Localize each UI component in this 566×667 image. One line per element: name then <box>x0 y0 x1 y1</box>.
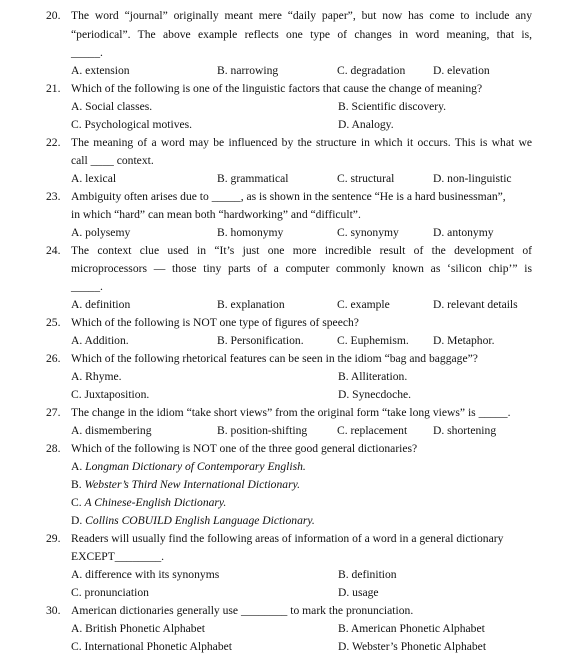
option-letter: D. <box>71 514 86 527</box>
option-d[interactable]: D. relevant details <box>433 298 518 311</box>
option-a[interactable]: A. dismembering <box>71 424 152 437</box>
dictionary-title: Collins COBUILD English Language Dictionary. <box>85 514 315 527</box>
question-number: 24. <box>46 244 61 257</box>
question-number: 30. <box>46 604 61 617</box>
option-c[interactable]: C. example <box>337 298 390 311</box>
option-c[interactable]: C. Psychological motives. <box>71 118 193 131</box>
question-text: The context clue used in “It’s just one more incredible result of the development of <box>71 244 532 257</box>
option-d[interactable]: D. Synecdoche. <box>338 388 412 401</box>
option-b[interactable] <box>71 478 300 492</box>
option-a[interactable]: A. difference with its synonyms <box>71 568 220 581</box>
dictionary-title: A Chinese-English Dictionary. <box>84 496 227 509</box>
question-number: 25. <box>46 316 61 329</box>
question-number: 28. <box>46 442 61 455</box>
option-c[interactable]: C. Juxtaposition. <box>71 388 150 401</box>
option-b[interactable]: B. narrowing <box>217 64 279 77</box>
option-b[interactable]: B. American Phonetic Alphabet <box>338 622 485 635</box>
question-text: in which “hard” can mean both “hardworking” and “difficult”. <box>71 208 361 221</box>
option-c[interactable]: C. synonymy <box>337 226 399 239</box>
option-a[interactable]: A. lexical <box>71 172 117 185</box>
option-b[interactable]: B. definition <box>338 568 397 581</box>
option-d[interactable]: D. Analogy. <box>338 118 394 131</box>
question-text: Which of the following is one of the linguistic factors that cause the change of meaning? <box>71 82 483 95</box>
option-letter: B. <box>71 478 85 491</box>
question-text: Readers will usually find the following areas of information of a word in a general dictionary <box>71 532 504 545</box>
question-number: 26. <box>46 352 61 365</box>
option-c[interactable]: C. replacement <box>337 424 408 437</box>
dictionary-title: Longman Dictionary of Contemporary English. <box>85 460 306 473</box>
option-d[interactable]: D. Metaphor. <box>433 334 495 347</box>
question-text: The word “journal” originally meant mere “daily paper”, but now has come to include any <box>71 9 532 22</box>
option-c[interactable] <box>71 496 226 510</box>
question-text: Ambiguity often arises due to _____, as is shown in the sentence “He is a hard businessman”, <box>71 190 506 203</box>
question-blank: _____. <box>71 280 103 293</box>
option-d[interactable] <box>71 514 315 528</box>
question-number: 27. <box>46 406 61 419</box>
dictionary-title: Webster’s Third New International Dictionary. <box>84 478 300 491</box>
question-text: call ____ context. <box>71 154 154 167</box>
question-text: Which of the following rhetorical features can be seen in the idiom “bag and baggage”? <box>71 352 478 365</box>
option-a[interactable]: A. polysemy <box>71 226 131 239</box>
option-c[interactable]: C. structural <box>337 172 395 185</box>
question-blank: _____. <box>71 46 103 59</box>
option-d[interactable]: D. non-linguistic <box>433 172 512 185</box>
option-d[interactable]: D. shortening <box>433 424 497 437</box>
option-d[interactable]: D. antonymy <box>433 226 494 239</box>
option-d[interactable]: D. usage <box>338 586 379 599</box>
option-b[interactable]: B. homonymy <box>217 226 284 239</box>
question-text: microprocessors — those tiny parts of a computer commonly known as ‘silicon chip’” is <box>71 262 532 275</box>
question-text: Which of the following is NOT one of the three good general dictionaries? <box>71 442 418 455</box>
option-c[interactable]: C. Euphemism. <box>337 334 409 347</box>
option-d[interactable]: D. Webster’s Phonetic Alphabet <box>338 640 487 653</box>
option-b[interactable]: B. grammatical <box>217 172 289 185</box>
option-b[interactable]: B. explanation <box>217 298 285 311</box>
option-b[interactable]: B. position-shifting <box>217 424 308 437</box>
question-number: 21. <box>46 82 61 95</box>
option-c[interactable]: C. degradation <box>337 64 406 77</box>
option-a[interactable]: A. definition <box>71 298 131 311</box>
option-a[interactable]: A. Social classes. <box>71 100 153 113</box>
option-d[interactable]: D. elevation <box>433 64 490 77</box>
question-text: “periodical”. The above example reflects one type of changes in word meaning, that is, <box>71 28 532 41</box>
question-number: 23. <box>46 190 61 203</box>
option-b[interactable]: B. Personification. <box>217 334 304 347</box>
option-letter: C. <box>71 496 85 509</box>
question-text: The meaning of a word may be influenced by the structure in which it occurs. This is what we <box>71 136 532 149</box>
option-a[interactable]: A. Rhyme. <box>71 370 122 383</box>
question-number: 22. <box>46 136 61 149</box>
question-text: Which of the following is NOT one type of figures of speech? <box>71 316 359 329</box>
option-a[interactable]: A. Addition. <box>71 334 129 347</box>
option-a[interactable]: A. extension <box>71 64 130 77</box>
question-text: The change in the idiom “take short views” from the original form “take long views” is _____. <box>71 406 511 419</box>
question-text: EXCEPT________. <box>71 550 165 563</box>
question-number: 20. <box>46 9 61 22</box>
question-text: American dictionaries generally use ________ to mark the pronunciation. <box>71 604 414 617</box>
option-a[interactable]: A. British Phonetic Alphabet <box>71 622 205 635</box>
option-b[interactable]: B. Alliteration. <box>338 370 408 383</box>
option-b[interactable]: B. Scientific discovery. <box>338 100 447 113</box>
option-a[interactable] <box>71 460 306 474</box>
option-c[interactable]: C. International Phonetic Alphabet <box>71 640 232 653</box>
question-number: 29. <box>46 532 61 545</box>
option-c[interactable]: C. pronunciation <box>71 586 149 599</box>
option-letter: A. <box>71 460 86 473</box>
